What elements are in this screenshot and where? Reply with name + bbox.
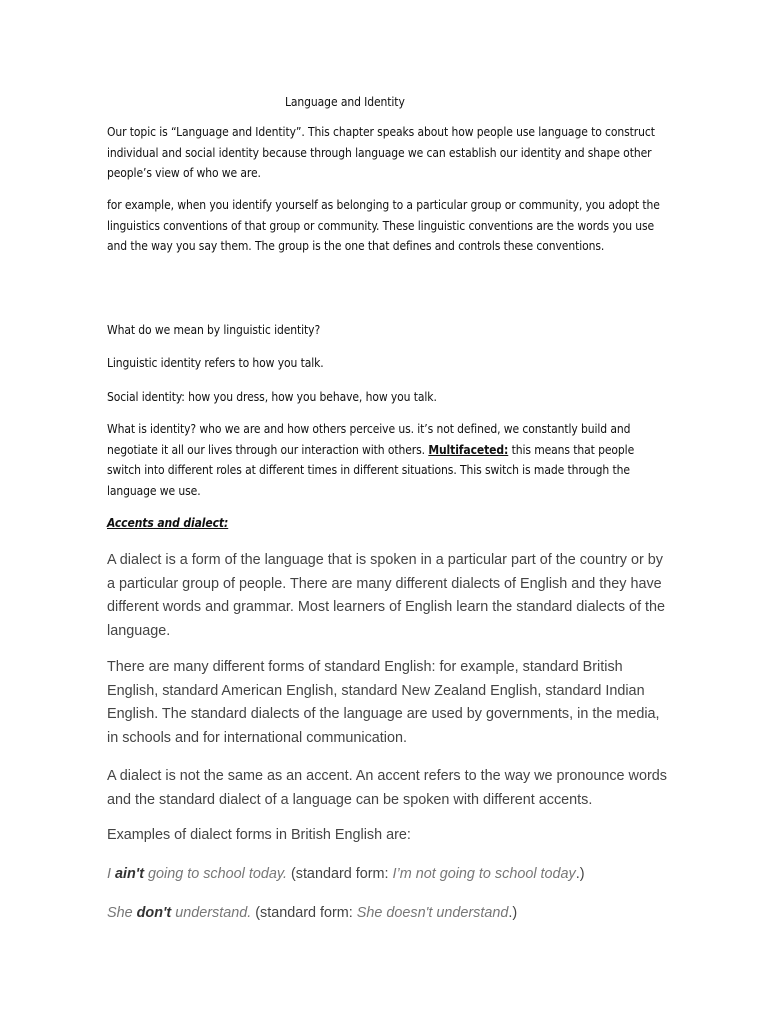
identity-paragraph-end: this means that people switch into different roles at different times in different situations. This switch is made through the language we use. <box>107 442 635 498</box>
example-line-2 <box>107 902 667 926</box>
example-1-post: going to school today. <box>144 866 287 882</box>
linguistic-identity-question: What do we mean by linguistic identity? <box>107 323 321 337</box>
example-1-bold: ain't <box>115 866 145 882</box>
document-title: Language and Identity <box>285 95 405 109</box>
example-2-close: .) <box>508 905 518 921</box>
accents-dialect-heading: Accents and dialect: <box>107 516 229 530</box>
example-2-std-form: She doesn't understand <box>356 905 509 921</box>
dialect-paragraph-1: A dialect is a form of the language that is spoken in a particular part of the country or by a particular group of people. There are many different dialects of English and they have different words and grammar. Most learners of English learn the standard dialects of the language. <box>107 552 666 639</box>
example-2-pre: She <box>107 905 137 921</box>
examples-intro: Examples of dialect forms in British English are: <box>107 827 411 843</box>
linguistic-identity-definition: Linguistic identity refers to how you talk. <box>107 356 324 370</box>
multifaceted-term: Multifaceted: <box>428 442 509 457</box>
example-line-1 <box>107 863 667 887</box>
example-1-close: .) <box>575 866 585 882</box>
example-2-bold: don't <box>136 905 172 921</box>
intro-paragraph-2: for example, when you identify yourself as belonging to a particular group or community, you adopt the linguistics conventions of that group or community. These linguistic conventions are the words you use and the way you say them. The group is the one that defines and controls these conventions. <box>107 198 660 253</box>
identity-paragraph-start: What is identity? who we are and how others perceive us. it’s not defined, we constantly build and negotiate it all our lives through our interaction with others. <box>107 422 631 457</box>
intro-paragraph-1: Our topic is “Language and Identity”. This chapter speaks about how people use language to construct individual and social identity because through language we can establish our identity and shape other people’s view of who we are. <box>107 125 655 180</box>
example-2-std-label: (standard form: <box>251 905 357 921</box>
example-1-std-form: I’m not going to school today <box>392 866 576 882</box>
example-1-pre: I <box>107 866 115 882</box>
dialect-paragraph-3: A dialect is not the same as an accent. An accent refers to the way we pronounce words and the standard dialect of a language can be spoken with different accents. <box>107 768 667 808</box>
social-identity-definition: Social identity: how you dress, how you behave, how you talk. <box>107 390 437 404</box>
identity-paragraph <box>107 419 667 501</box>
example-1-std-label: (standard form: <box>286 866 393 882</box>
dialect-paragraph-2: There are many different forms of standard English: for example, standard British English, standard American English, standard New Zealand English, standard Indian English. The standard dialects of the language are used by governments, in the media, in schools and for international communication. <box>107 659 660 746</box>
example-2-post: understand. <box>171 905 252 921</box>
